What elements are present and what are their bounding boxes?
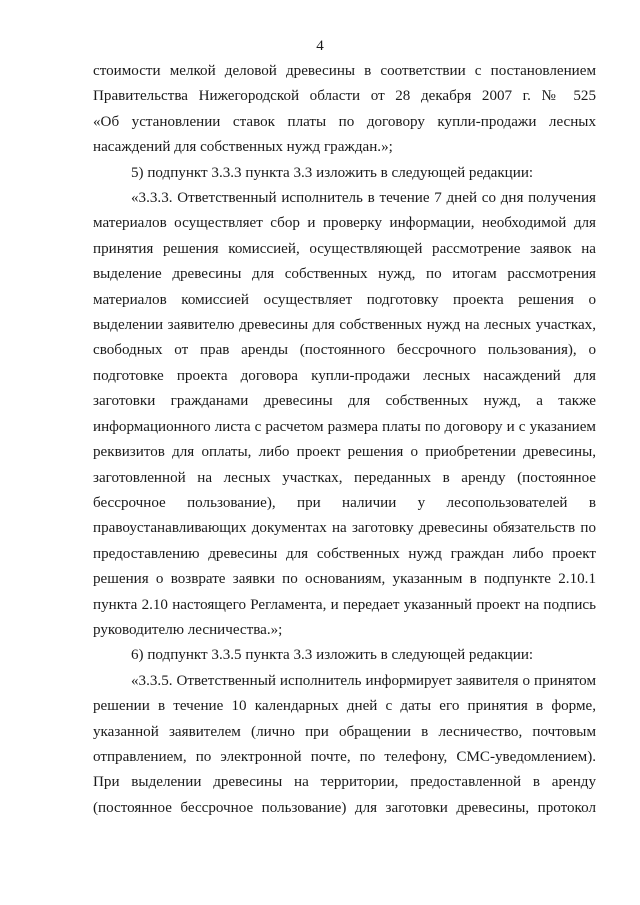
text-line: выделении заявителю древесины для собственных нужд на лесных участках, [93,317,596,334]
paragraph-3 [93,186,596,643]
page-number: 4 [316,38,324,54]
text-line: стоимости мелкой деловой древесины в соответствии с постановлением [93,63,596,79]
paragraph-2 [93,161,596,186]
text-line: материалов комиссией осуществляет подготовку проекта решения о [93,291,596,308]
text-line: отправлением, по электронной почте, по телефону, СМС-уведомлением). [93,748,596,765]
text-line: указанной заявителем (лично при обращении в лесничество, почтовым [93,723,596,740]
text-line: пункта 2.10 настоящего Регламента, и передает указанный проект на подпись [93,596,596,613]
text-line: (постоянное бессрочное пользование) для заготовки древесины, протокол [93,799,596,816]
text-line: руководителю лесничества.»; [93,621,283,638]
text-line: принятия решения комиссией, осуществляющей рассмотрение заявок на [93,240,596,257]
text-line: предоставлению древесины для собственных нужд граждан либо проект [93,545,596,562]
text-line: информационного листа с расчетом размера платы по договору и с указанием [93,418,596,435]
text-line: выделение древесины для собственных нужд, по итогам рассмотрения [93,266,596,283]
text-line: заготовки гражданами древесины для собственных нужд, а также [93,393,596,410]
text-line: «3.3.3. Ответственный исполнитель в течение 7 дней со дня получения [131,190,596,207]
text-line: решения о возврате заявки по основаниям, указанным в подпункте 2.10.1 [93,571,596,588]
text-line: 6) подпункт 3.3.5 пункта 3.3 изложить в следующей редакции: [131,647,534,664]
text-line: материалов осуществляет сбор и проверку информации, необходимой для [93,215,596,232]
text-line: решении в течение 10 календарных дней с даты его принятия в форме, [93,698,596,715]
text-line: Правительства Нижегородской области от 28 декабря 2007 г. № 525 [93,88,596,105]
text-line: заготовленной на лесных участках, переданных в аренду (постоянное [93,469,596,486]
text-line: 5) подпункт 3.3.3 пункта 3.3 изложить в следующей редакции: [131,164,534,181]
text-line: правоустанавливающих документах на заготовку древесины обязательств по [93,520,596,537]
text-line: реквизитов для оплаты, либо проект решения о приобретении древесины, [93,444,596,461]
text-line: При выделении древесины на территории, предоставленной в аренду [93,774,596,791]
text-line: свободных от прав аренды (постоянного бессрочного пользования), о [93,342,596,359]
paragraph-4 [93,643,596,668]
document-body [93,59,596,821]
paragraph-1 [93,59,596,161]
paragraph-5 [93,669,596,821]
text-line: «3.3.5. Ответственный исполнитель информирует заявителя о принятом [131,672,596,689]
text-line: подготовке проекта договора купли-продажи лесных насаждений для [93,367,596,384]
text-line: бессрочное пользование), при наличии у лесопользователей в [93,494,596,511]
text-line: «Об установлении ставок платы по договору купли-продажи лесных [93,113,596,130]
text-line: насаждений для собственных нужд граждан.»; [93,139,393,156]
